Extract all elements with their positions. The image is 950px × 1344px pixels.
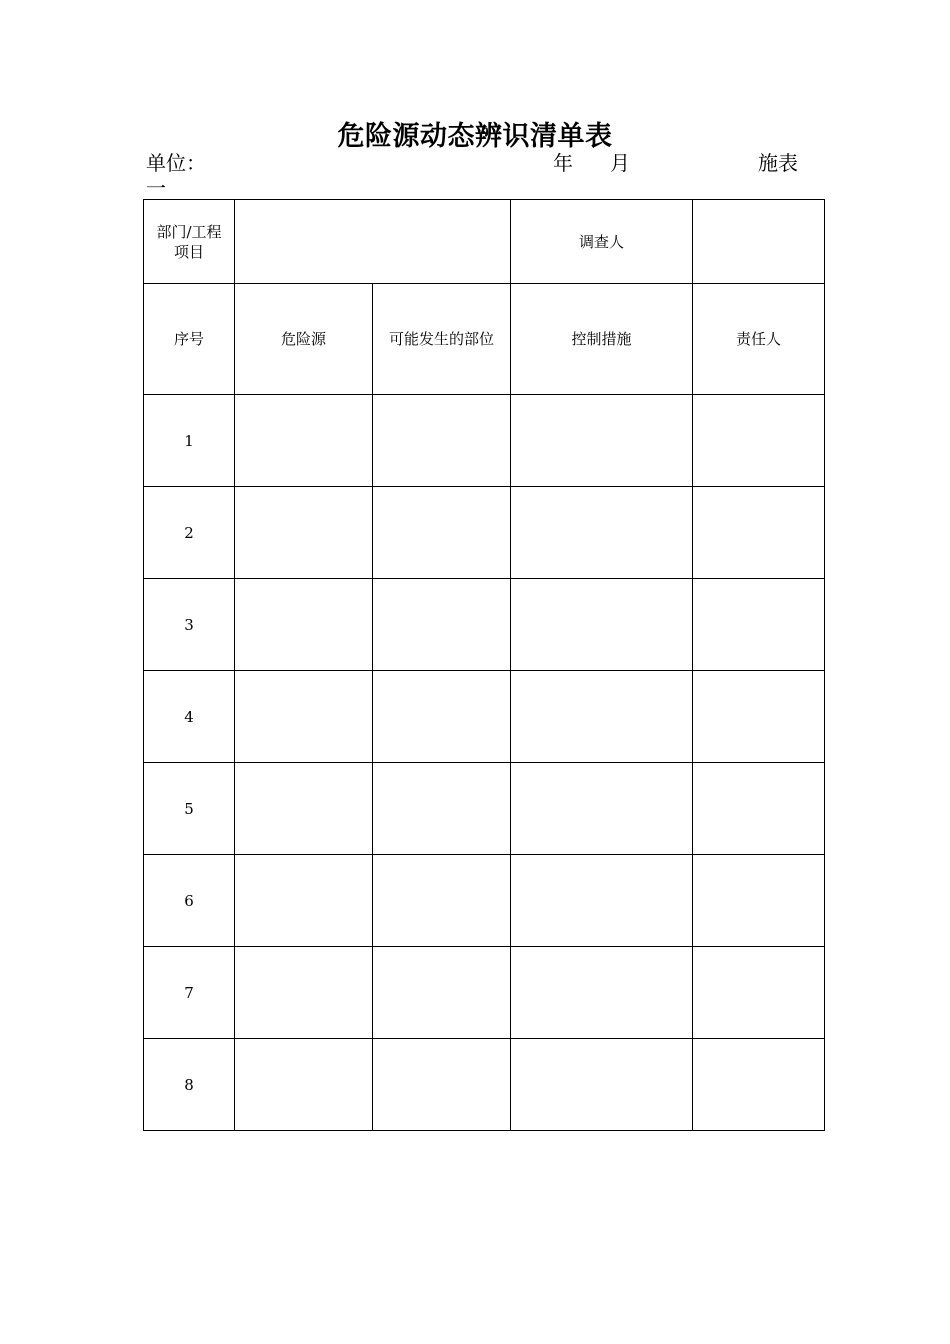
investigator-label-cell: 调查人 — [511, 200, 693, 284]
owner-cell[interactable] — [693, 763, 825, 855]
department-label-line2: 项目 — [173, 242, 204, 261]
hazard-cell[interactable] — [235, 763, 373, 855]
row-number: 4 — [144, 671, 235, 763]
measures-cell[interactable] — [511, 855, 693, 947]
row-number: 6 — [144, 855, 235, 947]
year-label: 年 — [553, 151, 573, 175]
department-label-cell — [144, 200, 235, 284]
table-row — [144, 1039, 825, 1131]
location-cell[interactable] — [373, 395, 511, 487]
table-row — [144, 947, 825, 1039]
page-title: 危险源动态辨识清单表 — [337, 121, 613, 152]
form-number-suffix: 一 — [146, 176, 166, 200]
measures-cell[interactable] — [511, 395, 693, 487]
row-number: 7 — [144, 947, 235, 1039]
location-cell[interactable] — [373, 671, 511, 763]
unit-label: 单位： — [146, 151, 206, 175]
location-cell[interactable] — [373, 855, 511, 947]
column-header-location: 可能发生的部位 — [373, 284, 511, 395]
row-number: 2 — [144, 487, 235, 579]
hazard-cell[interactable] — [235, 855, 373, 947]
measures-cell[interactable] — [511, 1039, 693, 1131]
table-row — [144, 579, 825, 671]
row-number: 8 — [144, 1039, 235, 1131]
table-row — [144, 395, 825, 487]
column-header-no: 序号 — [144, 284, 235, 395]
hazard-identification-table — [143, 199, 825, 1131]
column-header-row — [144, 284, 825, 395]
owner-cell[interactable] — [693, 1039, 825, 1131]
owner-cell[interactable] — [693, 395, 825, 487]
table-row — [144, 763, 825, 855]
location-cell[interactable] — [373, 487, 511, 579]
table-row — [144, 487, 825, 579]
location-cell[interactable] — [373, 1039, 511, 1131]
month-label: 月 — [610, 151, 630, 175]
column-header-owner: 责任人 — [693, 284, 825, 395]
owner-cell[interactable] — [693, 671, 825, 763]
department-label-line1: 部门/工程 — [156, 222, 222, 241]
hazard-cell[interactable] — [235, 579, 373, 671]
row-number: 3 — [144, 579, 235, 671]
measures-cell[interactable] — [511, 671, 693, 763]
location-cell[interactable] — [373, 947, 511, 1039]
table-row — [144, 671, 825, 763]
measures-cell[interactable] — [511, 763, 693, 855]
hazard-cell[interactable] — [235, 395, 373, 487]
form-number-label: 施表 — [758, 151, 798, 175]
row-number: 1 — [144, 395, 235, 487]
location-cell[interactable] — [373, 763, 511, 855]
column-header-measures: 控制措施 — [511, 284, 693, 395]
department-value-cell[interactable] — [235, 200, 511, 284]
column-header-hazard: 危险源 — [235, 284, 373, 395]
hazard-cell[interactable] — [235, 487, 373, 579]
owner-cell[interactable] — [693, 855, 825, 947]
measures-cell[interactable] — [511, 579, 693, 671]
owner-cell[interactable] — [693, 487, 825, 579]
owner-cell[interactable] — [693, 947, 825, 1039]
department-row — [144, 200, 825, 284]
owner-cell[interactable] — [693, 579, 825, 671]
table-row — [144, 855, 825, 947]
location-cell[interactable] — [373, 579, 511, 671]
hazard-cell[interactable] — [235, 1039, 373, 1131]
hazard-cell[interactable] — [235, 671, 373, 763]
measures-cell[interactable] — [511, 947, 693, 1039]
hazard-cell[interactable] — [235, 947, 373, 1039]
row-number: 5 — [144, 763, 235, 855]
investigator-value-cell[interactable] — [693, 200, 825, 284]
measures-cell[interactable] — [511, 487, 693, 579]
